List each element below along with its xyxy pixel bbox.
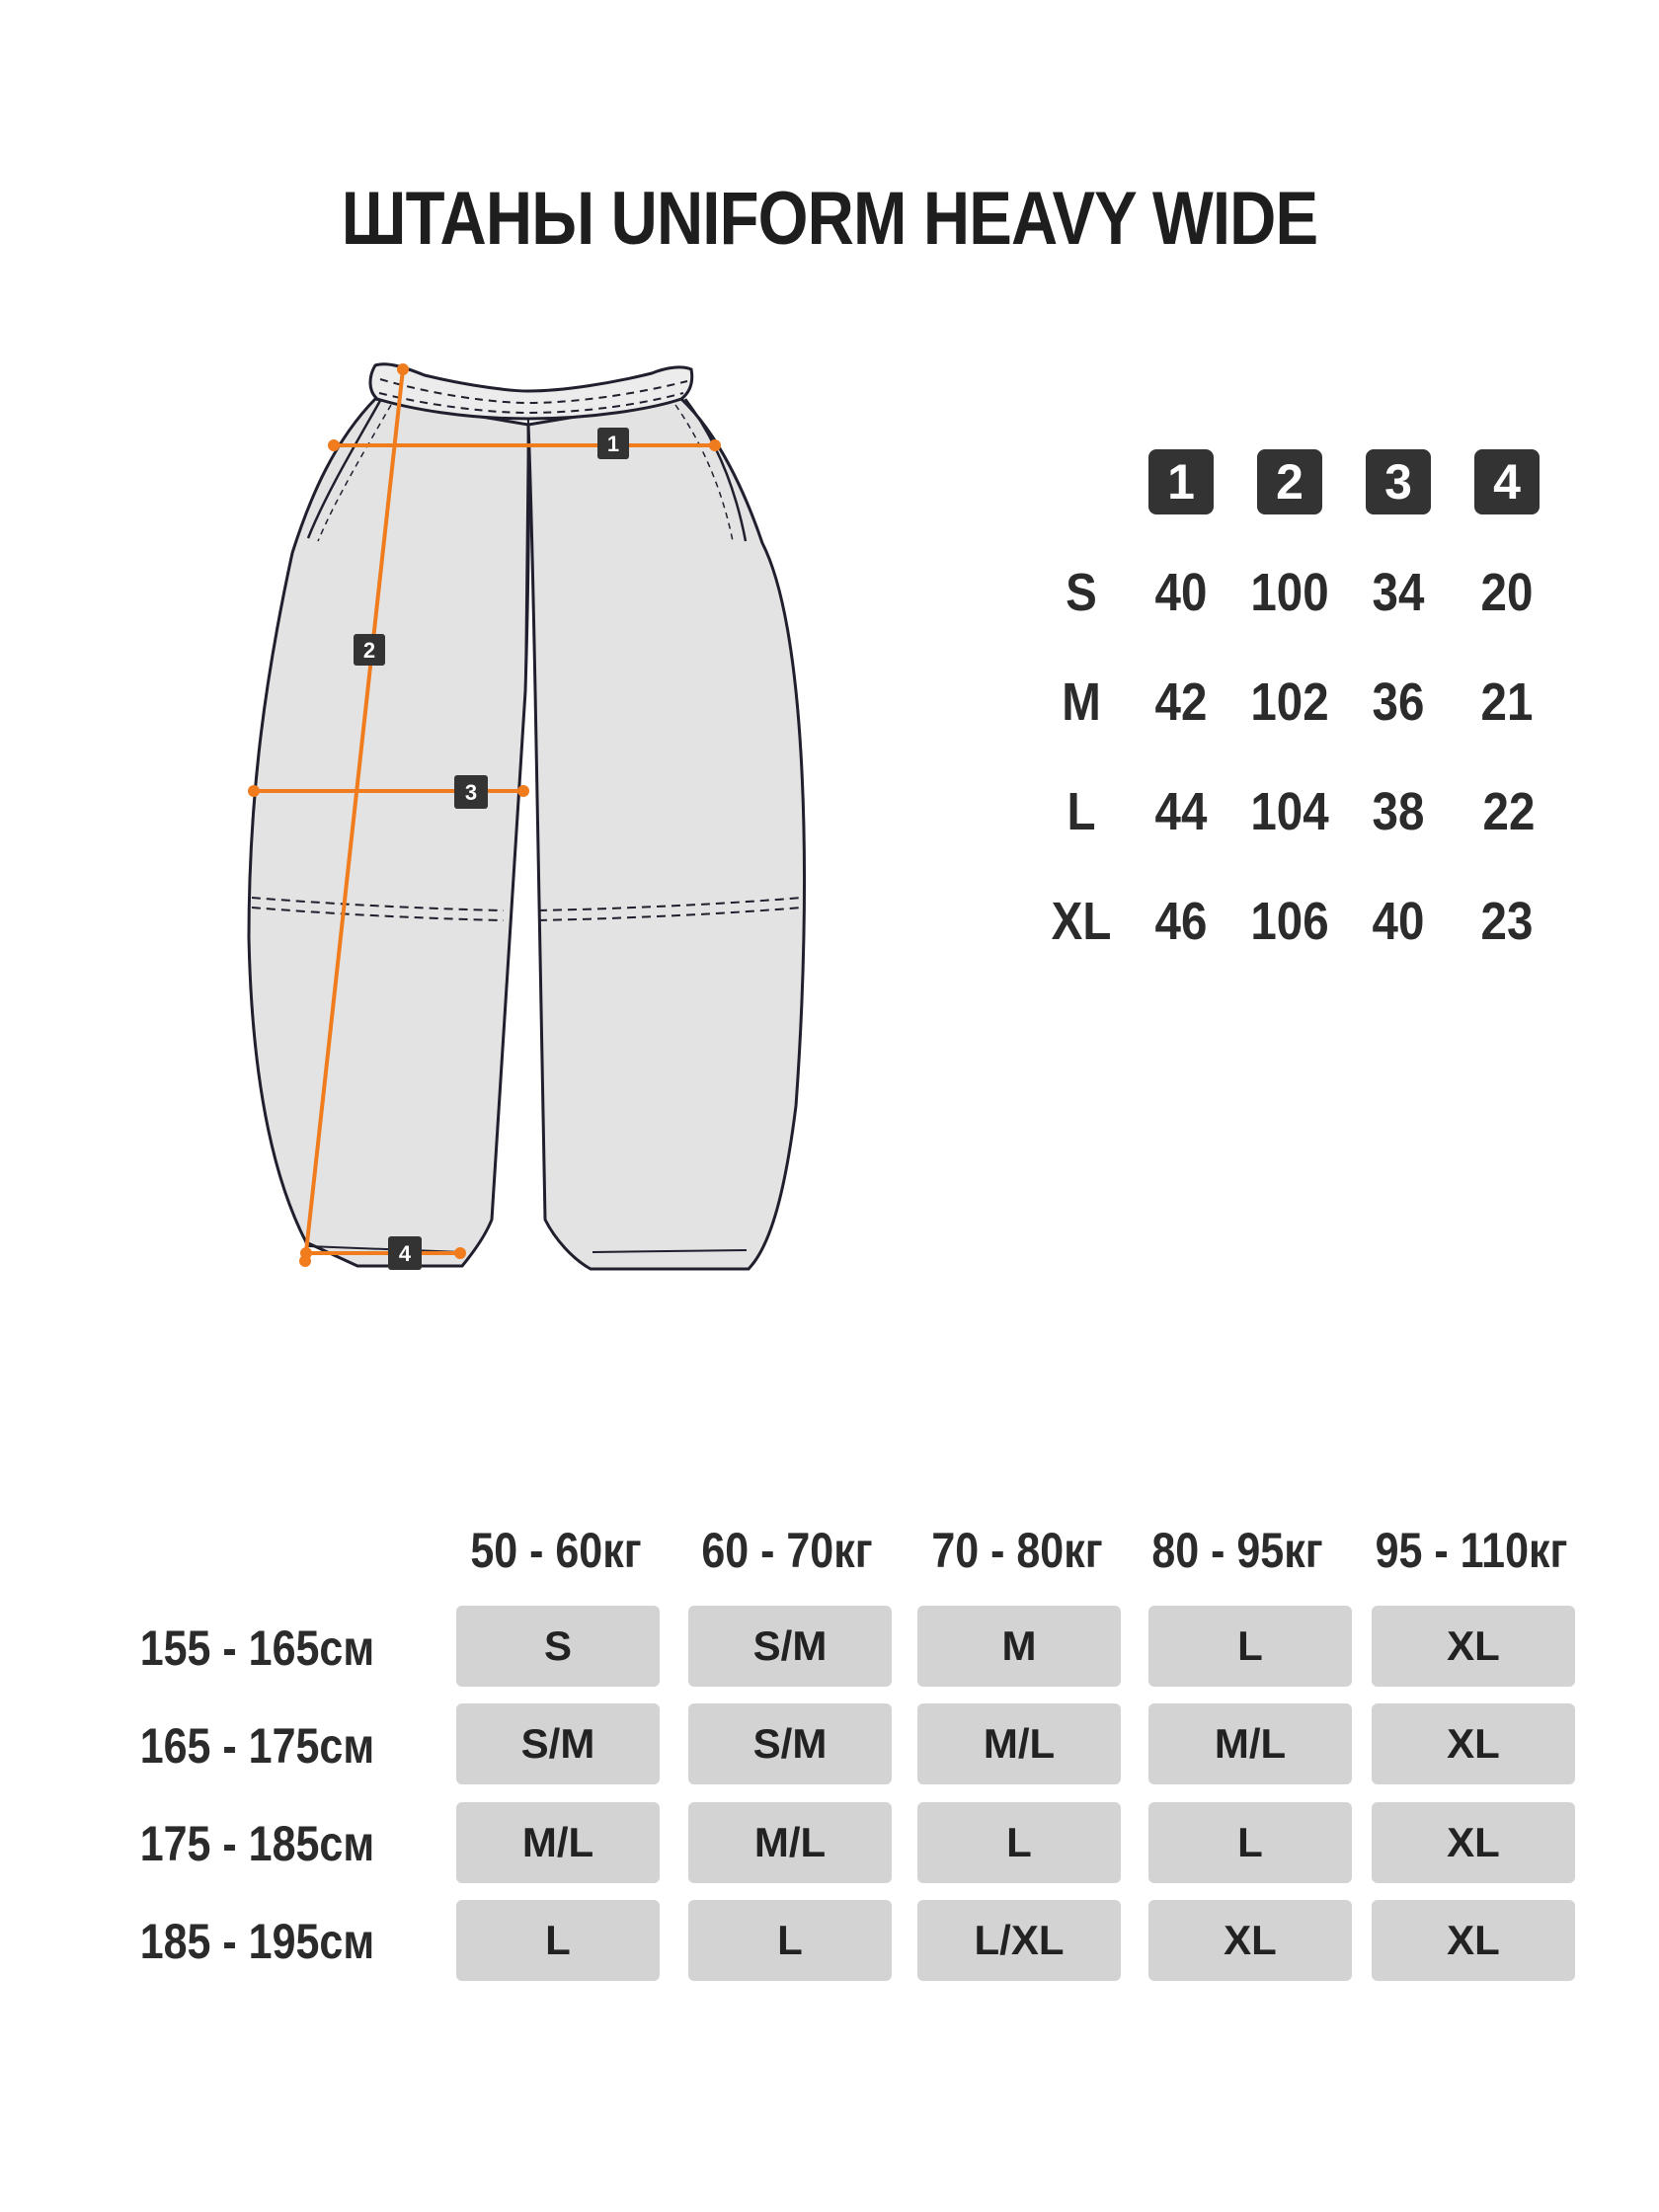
size-cell: M/L (1148, 1703, 1352, 1784)
svg-text:2: 2 (362, 638, 376, 663)
measure-header-badge: 3 (1366, 449, 1431, 514)
svg-text:3: 3 (464, 780, 478, 805)
size-cell: XL (1372, 1703, 1575, 1784)
weight-header: 70 - 80кг (931, 1523, 1103, 1578)
svg-text:1: 1 (606, 432, 620, 456)
measure-value: 22 (1482, 782, 1536, 841)
weight-header: 50 - 60кг (470, 1523, 642, 1578)
measure-value: 20 (1480, 563, 1534, 622)
measure-header-4 (1471, 446, 1542, 517)
size-cell: M/L (688, 1802, 892, 1883)
size-cell: S/M (688, 1606, 892, 1687)
measure-value: 38 (1372, 782, 1425, 841)
size-cell: XL (1372, 1802, 1575, 1883)
weight-header: 80 - 95кг (1151, 1523, 1323, 1578)
measure-value: 23 (1480, 892, 1534, 951)
pants-diagram (237, 346, 830, 1284)
size-cell: M/L (917, 1703, 1121, 1784)
size-cell: S/M (456, 1703, 660, 1784)
measure-size-label: M (1062, 672, 1101, 732)
measure-value: 36 (1372, 672, 1425, 732)
size-cell: XL (1372, 1606, 1575, 1687)
measure-header-badge: 2 (1257, 449, 1322, 514)
marker-4 (388, 1236, 422, 1270)
size-cell: L (917, 1802, 1121, 1883)
svg-text:4: 4 (398, 1241, 412, 1266)
weight-header: 95 - 110кг (1375, 1523, 1568, 1578)
measure-value: 102 (1250, 672, 1329, 732)
left-leg (249, 399, 528, 1266)
measure-size-label: L (1066, 782, 1096, 841)
measure-value: 100 (1250, 563, 1329, 622)
size-cell: L (1148, 1606, 1352, 1687)
measure-header-3 (1363, 446, 1434, 517)
measure-value: 44 (1154, 782, 1208, 841)
measure-value: 40 (1372, 892, 1425, 951)
measure-value: 42 (1154, 672, 1208, 732)
height-label: 155 - 165см (139, 1620, 375, 1676)
measure-value: 21 (1480, 672, 1534, 732)
weight-header: 60 - 70кг (701, 1523, 873, 1578)
size-cell: L/XL (917, 1900, 1121, 1981)
page-title: ШТАНЫ UNIFORM HEAVY WIDE (341, 177, 1318, 261)
size-cell: L (688, 1900, 892, 1981)
marker-3 (454, 775, 488, 809)
size-cell: XL (1372, 1900, 1575, 1981)
height-label: 185 - 195см (139, 1914, 375, 1969)
measure-value: 104 (1250, 782, 1329, 841)
size-cell: M/L (456, 1802, 660, 1883)
measure-value: 40 (1154, 563, 1208, 622)
measure-value: 34 (1372, 563, 1425, 622)
measure-header-2 (1254, 446, 1325, 517)
measure-size-label: XL (1051, 892, 1112, 951)
measure-size-label: S (1066, 563, 1097, 622)
measure-header-1 (1146, 446, 1217, 517)
measure-value: 46 (1154, 892, 1208, 951)
measure-header-badge: 1 (1148, 449, 1214, 514)
right-leg (528, 399, 805, 1269)
size-cell: L (456, 1900, 660, 1981)
height-label: 165 - 175см (139, 1718, 375, 1774)
marker-2 (354, 634, 385, 666)
size-cell: S/M (688, 1703, 892, 1784)
size-cell: XL (1148, 1900, 1352, 1981)
size-cell: S (456, 1606, 660, 1687)
measure-header-badge: 4 (1474, 449, 1540, 514)
size-cell: M (917, 1606, 1121, 1687)
measure-value: 106 (1250, 892, 1329, 951)
marker-1 (597, 428, 629, 459)
height-label: 175 - 185см (139, 1816, 375, 1871)
size-cell: L (1148, 1802, 1352, 1883)
